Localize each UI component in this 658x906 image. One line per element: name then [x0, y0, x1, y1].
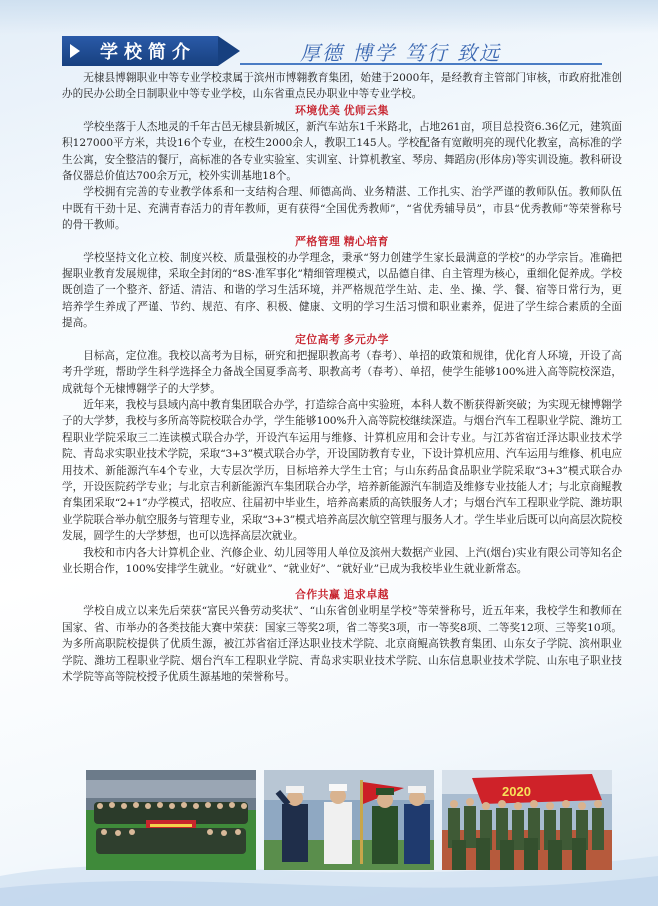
section-heading-cooperation: 合作共赢 追求卓越: [295, 589, 389, 602]
paragraph: 目标高，定位准。我校以高考为目标，研究和把握职教高考（春考）、单招的政策和规律，优化育人环境，开设了高考升学班，帮助学生科学选择全力备战全国夏季高考、职教高考（春考）、单招，使学生能够100%进入高等院校深造，成就每个无棣博翱学子的大学梦。: [62, 349, 622, 395]
chevron-right-icon: [70, 44, 80, 58]
section-heading-positioning: 定位高考 多元办学: [295, 333, 389, 346]
intro-paragraph: 无棣县博翱职业中等专业学校隶属于滨州市博翱教育集团，始建于2000年，是经教育主管部门审核，市政府批准创办的民办公助全日制职业中等专业学校，山东省重点民办职业中等专业学校。: [62, 72, 622, 101]
military-training-photo: [442, 770, 612, 870]
photo-strip: [86, 770, 612, 870]
paragraph: 学校坐落于人杰地灵的千年古邑无棣县新城区，新汽车站东1千米路北，占地261亩，项目总投资6.36亿元，建筑面积127000平方米，共设16个专业，在校生2000余人，教职工145人。学校配备有宽敞明亮的现代化教室，高标准的学生公寓，安全整洁的餐厅，高标准的各专业实验室、实训室、计算机教室、琴房、舞蹈房(形体房)等实训设施。教科研设备仪器总价值达700余万元，校外实训基地18个。: [62, 120, 622, 183]
section-heading-environment: 环境优美 优师云集: [295, 104, 389, 117]
school-motto: 厚德 博学 笃行 致远: [300, 40, 502, 65]
top-decoration: [0, 0, 658, 34]
page-header: [62, 36, 602, 66]
section-spacer: [62, 577, 622, 587]
paragraph: 我校和市内各大计算机企业、汽修企业、幼儿园等用人单位及滨州大数据产业园、上汽(烟台)实业有限公司等知名企业长期合作，100%安排学生就业。“好就业”、“就业好”、“就好业”已成为我校毕业生就业新常态。: [62, 546, 622, 575]
paragraph: 学校坚持文化立校、制度兴校、质量强校的办学理念，秉承“努力创建学生家长最满意的学校”的办学宗旨。准确把握职业教育发展规律，采取全封闭的“8S·准军事化”精细管理模式，以品德自律、自主管理为核心，重细化促养成。学校既创造了一个整齐、舒适、清洁、和谐的学习生活环境，并严格规范学生站、走、坐、操、学、餐、宿等日常行为，更培养学生养成了严谨、节约、规范、有序、积极、健康、文明的学习生活习惯和职业素养，促进了学生综合素质的全面提高。: [62, 251, 622, 330]
section-heading-management: 严格管理 精心培育: [295, 235, 389, 248]
article-body: [62, 70, 622, 685]
page-title: 学校简介: [100, 42, 196, 62]
paragraph: 学校拥有完善的专业教学体系和一支结构合理、师德高尚、业务精湛、工作扎实、治学严谨的教师队伍。教师队伍中既有干劲十足、充满青春活力的青年教师，更有获得“全国优秀教师”，“省优秀辅导员”，市县“优秀教师”等荣誉称号的骨干教师。: [62, 186, 622, 232]
group-photo: [86, 770, 256, 870]
honor-guard-photo: [264, 770, 434, 870]
paragraph: 近年来，我校与县域内高中教育集团联合办学，打造综合高中实验班，本科人数不断获得新突破；为实现无棣博翱学子的大学梦，我校与多所高等院校联合办学，学生能够100%升入高等院校继续深造。与烟台汽车工程职业学院、潍坊工程职业学院采取三二连读模式联合办学，开设汽车运用与维修、计算机应用和会计专业。与江苏省宿迁泽达职业技术学院、青岛求实职业技术学院，采取“3+3”模式联合办学，开设国防教育专业，下设计算机应用、汽车运用与维修、机电应用技术、新能源汽车4个专业，大专层次学历，目标培养大学生士官；与山东药品食品职业学院采取“3+3”模式联合办学，开设医院药学专业；与北京吉利新能源汽车集团联合办学，培养新能源汽车制造及维修专业技能人才；与北京商鲲教育集团采取“2+1”办学模式，招收应、往届初中毕业生，培养高素质的高铁服务人才；与烟台汽车工程职业学院、潍坊职业学院联合举办航空服务与管理专业，采取“3+3”模式培养高层次航空管理与服务人才。学生毕业后既可以向高层次院校发展，圆学生的大学梦想，也可以选择高层次就业。: [62, 398, 622, 543]
paragraph: 学校自成立以来先后荣获“富民兴鲁劳动奖状”、“山东省创业明星学校”等荣誉称号，近五年来，我校学生和教师在国家、省、市举办的各类技能大赛中荣获：国家三等奖2项，省二等奖3项，市一等奖8项、二等奖12项、三等奖10项。为多所高职院校提供了优质生源，被江苏省宿迁泽达职业技术学院、北京商鲲高铁教育集团、山东女子学院、滨州职业学院、潍坊工程职业学院、烟台汽车工程职业学院、青岛求实职业技术学院、山东信息职业技术学院、山东电子职业技术学院等高等院校授予优质生源基地的荣誉称号。: [62, 605, 622, 683]
section-title-tab: [62, 36, 218, 66]
banner-text: 2020: [502, 784, 531, 799]
